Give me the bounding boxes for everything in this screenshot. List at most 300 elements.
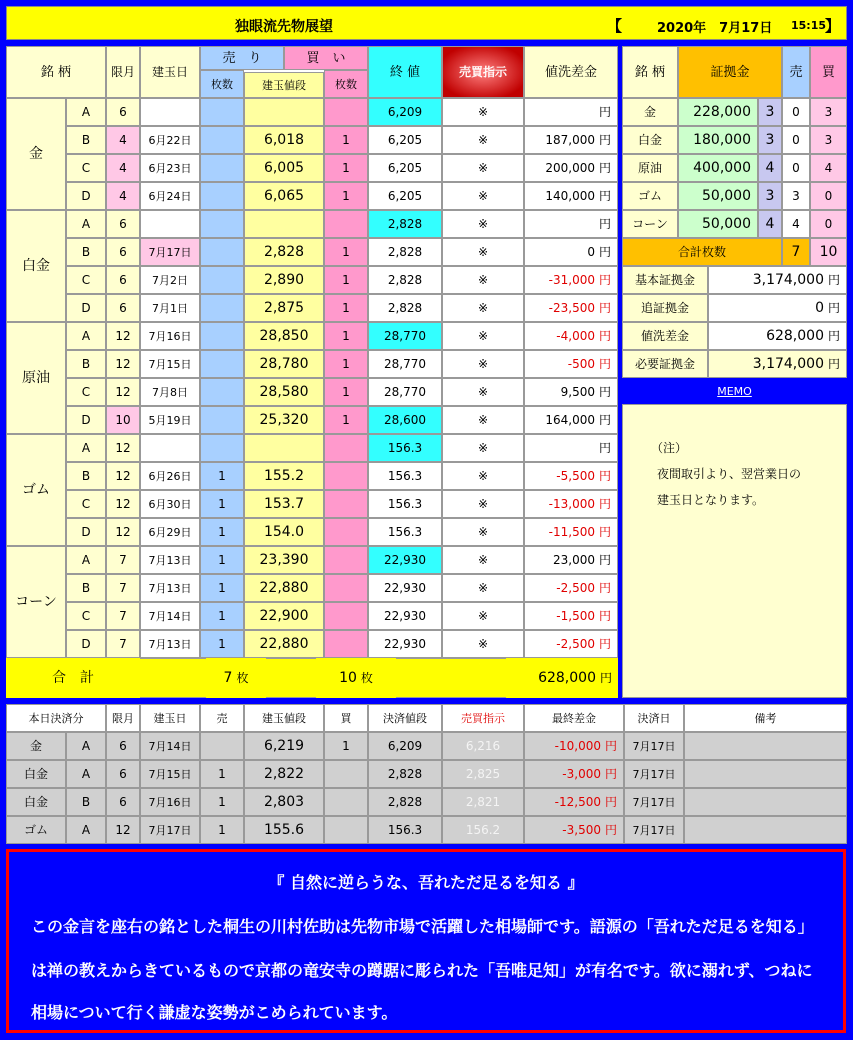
- settle-row-sell-text: 1: [218, 767, 226, 781]
- total-buy: [316, 658, 396, 698]
- slot-label: [66, 182, 106, 210]
- date-bracket-close: 】: [825, 17, 841, 35]
- instruction-cell-text: ※: [477, 581, 489, 595]
- margin-row-amount: [678, 210, 758, 238]
- settle-row-instruction-text: 2,825: [465, 767, 501, 781]
- margin-summary-value-text: 628,000: [766, 328, 824, 344]
- yen-unit: 円: [598, 301, 611, 315]
- diff-cell: [524, 294, 618, 322]
- settle-row-month: [106, 816, 140, 844]
- settle-row-note: [684, 760, 847, 788]
- margin-summary-label: [622, 294, 708, 322]
- diff-cell: [524, 378, 618, 406]
- margin-header-margin-text: 証拠金: [710, 64, 750, 80]
- open-price-cell-text: 154.0: [263, 524, 305, 540]
- close-price-cell-text: 6,209: [387, 105, 423, 119]
- slot-label-text: B: [81, 469, 91, 483]
- settle-row-instruction: [442, 816, 524, 844]
- close-price-cell-text: 156.3: [387, 441, 423, 455]
- yen-unit: 円: [598, 217, 611, 231]
- sell-count-cell: [200, 294, 244, 322]
- instruction-cell: [442, 98, 524, 126]
- margin-table: [622, 46, 847, 378]
- instruction-cell: [442, 406, 524, 434]
- col-header-close-text: 終 値: [389, 64, 421, 80]
- month-cell: [106, 126, 140, 154]
- slot-label-text: C: [81, 609, 91, 623]
- slot-label-text: A: [81, 441, 91, 455]
- close-price-cell-text: 28,770: [384, 329, 426, 343]
- close-price-cell-text: 156.3: [387, 497, 423, 511]
- settle-row-name-text: 金: [29, 739, 42, 753]
- month-cell: [106, 574, 140, 602]
- settle-row-settle: [368, 732, 442, 760]
- sell-count-cell: [200, 490, 244, 518]
- month-cell: [106, 406, 140, 434]
- margin-row-buy: [810, 182, 847, 210]
- month-cell: [106, 294, 140, 322]
- yen-unit: 円: [827, 357, 840, 371]
- settle-row-settle-text: 2,828: [387, 767, 423, 781]
- quote-line: は禅の教えからきているもので京都の竜安寺の蹲踞に彫られた「吾唯足知」が有名です。欲に溺れず、つねに: [31, 961, 813, 980]
- settle-row-price-text: 6,219: [263, 738, 305, 754]
- quote-line: この金言を座右の銘とした桐生の川村佐助は先物市場で活躍した相場師です。語源の「吾れただ足るを知る」: [31, 917, 814, 936]
- settle-row-date: [140, 732, 200, 760]
- month-cell: [106, 518, 140, 546]
- settle-header-final-text: 最終差金: [552, 711, 596, 725]
- settle-row-final: [524, 816, 624, 844]
- margin-row-sell-text: 0: [792, 133, 800, 147]
- buy-count-cell-text: 1: [342, 301, 350, 315]
- month-cell-text: 6: [119, 105, 127, 119]
- open-date-cell: [140, 546, 200, 574]
- instruction-cell-text: ※: [477, 385, 489, 399]
- settle-row-settle-date-text: 7月17日: [632, 739, 676, 753]
- margin-row-lots-text: 3: [765, 188, 775, 204]
- instruction-cell-text: ※: [477, 301, 489, 315]
- settle-row-name: [6, 732, 66, 760]
- yen-unit: 円: [827, 273, 840, 287]
- margin-row-lots-text: 3: [765, 132, 775, 148]
- open-date-cell-text: 7月2日: [152, 273, 188, 287]
- instruction-cell: [442, 322, 524, 350]
- settle-row-settle-text: 6,209: [387, 739, 423, 753]
- col-header-sell-count: [200, 70, 244, 98]
- yen-unit: 円: [827, 329, 840, 343]
- margin-total-buy-text: 10: [819, 244, 838, 260]
- instruction-cell: [442, 602, 524, 630]
- open-date-cell-text: 6月29日: [148, 525, 192, 539]
- close-price-cell-text: 6,205: [387, 161, 423, 175]
- slot-label-text: B: [81, 245, 91, 259]
- settle-row-buy: [324, 816, 368, 844]
- open-date-cell: [140, 574, 200, 602]
- open-date-cell-text: 6月22日: [148, 133, 192, 147]
- close-price-cell: [368, 98, 442, 126]
- instruction-cell: [442, 462, 524, 490]
- slot-label-text: B: [81, 357, 91, 371]
- slot-label: [66, 294, 106, 322]
- month-cell: [106, 322, 140, 350]
- settle-row-settle-date-text: 7月17日: [632, 795, 676, 809]
- commodity-label-text: コーン: [15, 594, 57, 610]
- buy-count-cell: [324, 126, 368, 154]
- instruction-cell-text: ※: [477, 497, 489, 511]
- settle-header-sell-text: 売: [216, 711, 228, 725]
- diff-cell: [524, 98, 618, 126]
- settle-row-final: [524, 788, 624, 816]
- diff-cell: [524, 434, 618, 462]
- close-price-cell: [368, 294, 442, 322]
- settle-row-slot-text: A: [81, 739, 91, 753]
- slot-label: [66, 266, 106, 294]
- margin-summary-value-text: 3,174,000: [752, 272, 824, 288]
- month-cell-text: 6: [119, 301, 127, 315]
- col-header-sell-text: 売 り: [222, 50, 262, 66]
- margin-row-sell: [782, 210, 810, 238]
- memo-line: （注）: [651, 441, 688, 455]
- month-cell: [106, 154, 140, 182]
- close-price-cell-text: 28,770: [384, 357, 426, 371]
- open-price-cell-text: 6,065: [263, 188, 305, 204]
- settle-row-date-text: 7月14日: [148, 739, 192, 753]
- open-price-cell-text: 2,875: [263, 300, 305, 316]
- settle-header-month: [106, 704, 140, 732]
- settle-row-name: [6, 816, 66, 844]
- month-cell-text: 7: [119, 581, 127, 595]
- month-cell-text: 4: [119, 133, 127, 147]
- margin-row-buy: [810, 98, 847, 126]
- slot-label: [66, 238, 106, 266]
- month-cell: [106, 630, 140, 658]
- close-price-cell: [368, 238, 442, 266]
- yen-unit: 円: [598, 469, 611, 483]
- margin-summary-value-text: 0: [815, 300, 824, 316]
- settle-row-price-text: 2,803: [263, 794, 305, 810]
- open-date-cell-text: 7月8日: [152, 385, 188, 399]
- yen-unit: 円: [598, 497, 611, 511]
- diff-cell-text: -13,000: [548, 497, 595, 511]
- settle-row-price-text: 155.6: [263, 822, 305, 838]
- settle-row-month: [106, 788, 140, 816]
- instruction-cell-text: ※: [477, 245, 489, 259]
- close-price-cell: [368, 378, 442, 406]
- diff-cell-text: -2,500: [556, 581, 595, 595]
- col-header-buy-count-text: 枚数: [335, 77, 357, 91]
- close-price-cell-text: 22,930: [384, 609, 426, 623]
- instruction-cell: [442, 266, 524, 294]
- diff-cell: [524, 406, 618, 434]
- commodity-label: [6, 210, 66, 322]
- col-header-instruction: [442, 46, 524, 98]
- margin-total-sell-text: 7: [791, 244, 801, 260]
- slot-label: [66, 154, 106, 182]
- settle-row-month-text: 6: [119, 767, 127, 781]
- settle-row-sell-text: 1: [218, 795, 226, 809]
- settle-row-settle-date: [624, 760, 684, 788]
- report-time: 15:15: [791, 19, 827, 32]
- diff-cell-text: -11,500: [548, 525, 595, 539]
- settle-row-settle: [368, 760, 442, 788]
- margin-total-label: [622, 238, 782, 266]
- slot-label-text: C: [81, 497, 91, 511]
- settle-row-settle-date: [624, 816, 684, 844]
- commodity-label: [6, 546, 66, 658]
- page-title: 独眼流先物展望: [235, 19, 333, 35]
- settle-row-sell: [200, 816, 244, 844]
- settle-row-settle-date-text: 7月17日: [632, 823, 676, 837]
- commodity-label: [6, 322, 66, 434]
- instruction-cell-text: ※: [477, 553, 489, 567]
- slot-label: [66, 630, 106, 658]
- month-cell: [106, 182, 140, 210]
- buy-count-cell: [324, 490, 368, 518]
- report-date: 2020年 7月17日: [657, 21, 773, 36]
- instruction-cell-text: ※: [477, 469, 489, 483]
- quote-box: [6, 849, 846, 1033]
- instruction-cell: [442, 210, 524, 238]
- settle-row-settle-text: 156.3: [387, 823, 423, 837]
- month-cell-text: 12: [115, 469, 131, 483]
- margin-row-sell-text: 0: [792, 105, 800, 119]
- yen-unit: 円: [598, 637, 611, 651]
- settle-row-buy: [324, 732, 368, 760]
- open-date-cell: [140, 182, 200, 210]
- col-header-price-text: 建玉値段: [262, 78, 306, 92]
- sell-count-cell: [200, 210, 244, 238]
- diff-cell: [524, 518, 618, 546]
- sell-count-cell: [200, 574, 244, 602]
- settle-row-settle: [368, 788, 442, 816]
- settle-row-price: [244, 732, 324, 760]
- margin-row-sell-text: 3: [792, 189, 800, 203]
- settle-row-date-text: 7月17日: [148, 823, 192, 837]
- open-price-cell-text: 6,018: [263, 132, 305, 148]
- open-date-cell: [140, 238, 200, 266]
- open-date-cell-text: 7月13日: [148, 637, 192, 651]
- slot-label: [66, 210, 106, 238]
- month-cell-text: 7: [119, 553, 127, 567]
- margin-header-buy-text: 買: [821, 64, 835, 80]
- close-price-cell-text: 2,828: [387, 217, 423, 231]
- month-cell: [106, 210, 140, 238]
- close-price-cell-text: 2,828: [387, 245, 423, 259]
- instruction-cell-text: ※: [477, 357, 489, 371]
- margin-row-lots: [758, 98, 782, 126]
- memo-link[interactable]: MEMO: [717, 384, 752, 398]
- open-date-cell: [140, 490, 200, 518]
- buy-count-cell-text: 1: [342, 189, 350, 203]
- buy-count-cell-text: 1: [342, 329, 350, 343]
- slot-label-text: C: [81, 385, 91, 399]
- margin-row-lots: [758, 154, 782, 182]
- settle-row-instruction: [442, 760, 524, 788]
- open-price-cell-text: 6,005: [263, 160, 305, 176]
- yen-unit: 円: [598, 357, 611, 371]
- slot-label: [66, 518, 106, 546]
- instruction-cell-text: ※: [477, 217, 489, 231]
- margin-row-amount: [678, 154, 758, 182]
- margin-row-sell: [782, 98, 810, 126]
- open-price-cell: [244, 462, 324, 490]
- open-date-cell-text: 7月1日: [152, 301, 188, 315]
- open-date-cell: [140, 378, 200, 406]
- col-header-diff-text: 値洗差金: [544, 64, 597, 80]
- col-header-month-text: 限月: [110, 65, 135, 79]
- buy-count-cell-text: 1: [342, 161, 350, 175]
- month-cell-text: 6: [119, 245, 127, 259]
- settle-row-sell: [200, 788, 244, 816]
- sell-count-cell: [200, 322, 244, 350]
- buy-count-cell-text: 1: [342, 133, 350, 147]
- margin-total-sell: [782, 238, 810, 266]
- settle-row-date: [140, 760, 200, 788]
- margin-total-buy: [810, 238, 847, 266]
- close-price-cell-text: 156.3: [387, 469, 423, 483]
- buy-count-cell: [324, 546, 368, 574]
- diff-cell: [524, 266, 618, 294]
- memo-line: 夜間取引より、翌営業日の: [657, 467, 802, 481]
- diff-cell-text: -2,500: [556, 637, 595, 651]
- commodity-label-text: ゴム: [22, 482, 50, 498]
- margin-header-name: [622, 46, 678, 98]
- settle-row-slot-text: B: [81, 795, 91, 809]
- open-price-cell-text: 2,828: [263, 244, 305, 260]
- slot-label: [66, 574, 106, 602]
- total-buy-text: 10: [339, 670, 357, 686]
- month-cell-text: 6: [119, 217, 127, 231]
- month-cell: [106, 434, 140, 462]
- month-cell: [106, 350, 140, 378]
- instruction-cell-text: ※: [477, 329, 489, 343]
- open-price-cell: [244, 294, 324, 322]
- yen-unit: 円: [604, 739, 617, 753]
- buy-count-cell: [324, 98, 368, 126]
- month-cell-text: 7: [119, 637, 127, 651]
- close-price-cell: [368, 210, 442, 238]
- col-header-buy: [284, 46, 368, 70]
- open-price-cell: [244, 238, 324, 266]
- commodity-label-text: 原油: [22, 370, 50, 386]
- settle-header-note: [684, 704, 847, 732]
- settle-row-settle-text: 2,828: [387, 795, 423, 809]
- month-cell: [106, 490, 140, 518]
- slot-label-text: A: [81, 553, 91, 567]
- yen-unit: 枚: [360, 671, 373, 685]
- settle-row-slot: [66, 788, 106, 816]
- margin-row-buy-text: 4: [824, 161, 833, 175]
- settle-row-slot: [66, 816, 106, 844]
- open-price-cell: [244, 154, 324, 182]
- diff-cell-text: -23,500: [548, 301, 595, 315]
- month-cell: [106, 266, 140, 294]
- open-price-cell-text: 25,320: [259, 412, 309, 428]
- margin-summary-value: [708, 350, 847, 378]
- month-cell: [106, 238, 140, 266]
- settle-row-date: [140, 816, 200, 844]
- settle-row-month: [106, 732, 140, 760]
- settle-header-settle: [368, 704, 442, 732]
- margin-row-amount-text: 50,000: [702, 216, 751, 232]
- margin-row-buy: [810, 210, 847, 238]
- diff-cell: [524, 546, 618, 574]
- margin-row-name-text: 金: [643, 105, 656, 119]
- close-price-cell: [368, 154, 442, 182]
- diff-cell: [524, 630, 618, 658]
- margin-total-label-text: 合計枚数: [677, 245, 726, 259]
- sell-count-cell: [200, 126, 244, 154]
- margin-summary-value: [708, 322, 847, 350]
- month-cell: [106, 378, 140, 406]
- settle-header-settle-date: [624, 704, 684, 732]
- open-date-cell: [140, 210, 200, 238]
- diff-cell-text: -1,500: [556, 609, 595, 623]
- close-price-cell-text: 6,205: [387, 133, 423, 147]
- open-price-cell: [244, 546, 324, 574]
- margin-row-lots-text: 3: [765, 104, 775, 120]
- open-price-cell: [244, 182, 324, 210]
- diff-cell: [524, 574, 618, 602]
- slot-label: [66, 462, 106, 490]
- open-date-cell: [140, 434, 200, 462]
- slot-label: [66, 98, 106, 126]
- month-cell-text: 12: [115, 525, 131, 539]
- diff-cell: [524, 322, 618, 350]
- open-price-cell-text: 28,580: [259, 384, 309, 400]
- margin-row-sell: [782, 126, 810, 154]
- margin-header-name-text: 銘 柄: [634, 64, 666, 80]
- instruction-cell: [442, 238, 524, 266]
- buy-count-cell: [324, 350, 368, 378]
- margin-header-buy: [810, 46, 847, 98]
- yen-unit: 円: [598, 133, 611, 147]
- close-price-cell: [368, 490, 442, 518]
- buy-count-cell-text: 1: [342, 413, 350, 427]
- memo-box: [622, 404, 847, 698]
- sell-count-cell: [200, 434, 244, 462]
- buy-count-cell-text: 1: [342, 245, 350, 259]
- sell-count-cell: [200, 406, 244, 434]
- buy-count-cell: [324, 574, 368, 602]
- yen-unit: 円: [604, 823, 617, 837]
- instruction-cell-text: ※: [477, 161, 489, 175]
- slot-label: [66, 322, 106, 350]
- margin-row-sell: [782, 182, 810, 210]
- month-cell: [106, 546, 140, 574]
- close-price-cell-text: 6,205: [387, 189, 423, 203]
- open-price-cell: [244, 98, 324, 126]
- settle-header-final: [524, 704, 624, 732]
- close-price-cell: [368, 602, 442, 630]
- slot-label-text: D: [81, 301, 91, 315]
- yen-unit: 円: [598, 413, 611, 427]
- sell-count-cell: [200, 630, 244, 658]
- settle-header-price: [244, 704, 324, 732]
- slot-label: [66, 350, 106, 378]
- margin-row-buy-text: 0: [824, 217, 833, 231]
- open-price-cell-text: 22,880: [259, 580, 309, 596]
- settle-row-name-text: 白金: [23, 767, 48, 781]
- margin-row-lots: [758, 126, 782, 154]
- yen-unit: 円: [598, 581, 611, 595]
- open-price-cell: [244, 630, 324, 658]
- open-date-cell: [140, 126, 200, 154]
- settle-row-date: [140, 788, 200, 816]
- settle-header-settle-date-text: 決済日: [637, 711, 671, 725]
- open-date-cell: [140, 294, 200, 322]
- month-cell-text: 4: [119, 161, 127, 175]
- month-cell-text: 12: [115, 497, 131, 511]
